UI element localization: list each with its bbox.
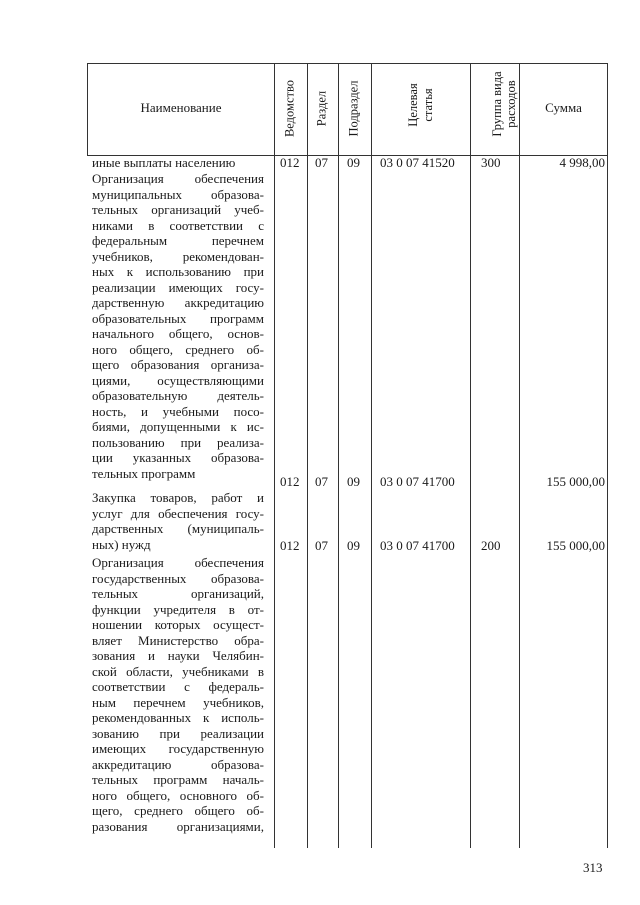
row-3-group: 200 xyxy=(481,538,501,553)
header-sum: Сумма xyxy=(545,100,582,115)
header-target: Целевая статья xyxy=(406,83,435,127)
row-2-name-line: ного общего, среднего об- xyxy=(92,341,264,357)
row-3-dept: 012 xyxy=(280,538,300,553)
row-2-name-line: дарственную аккредитацию xyxy=(92,295,264,310)
row-4-name-line: тельных организаций, xyxy=(92,586,264,601)
row-2-name-line: ции указанных образова- xyxy=(92,450,264,465)
row-3-name-line: услуг для обеспечения госу- xyxy=(92,505,264,521)
row-2-name-line: ных к использованию при xyxy=(92,264,264,279)
row-4-name-line: щего, среднего общего об- xyxy=(92,803,264,818)
row-2-name-line: ность, и учебными посо- xyxy=(92,403,264,419)
row-4-name-line: вляет Министерство обра- xyxy=(92,632,264,648)
col-border-group xyxy=(519,63,520,848)
row-4-name xyxy=(92,555,264,834)
row-3-section: 07 xyxy=(315,538,328,553)
row-4-name-line: ного общего, основного об- xyxy=(92,787,264,803)
row-1-sum: 4 998,00 xyxy=(559,155,605,170)
row-2-name-line: реализации имеющих госу- xyxy=(92,279,264,295)
header-group: Группа вида расходов xyxy=(490,71,518,137)
row-4-name-line: ношении которых осущест- xyxy=(92,617,264,632)
row-1-name-line: иные выплаты населению xyxy=(92,155,236,170)
row-4-name-line: соответствии с федераль- xyxy=(92,679,264,694)
row-3-name-line: ных) нужд xyxy=(92,536,151,552)
row-4-name-line: рекомендованных к исполь- xyxy=(92,710,264,725)
row-2-dept: 012 xyxy=(280,474,300,489)
row-2-target: 03 0 07 41700 xyxy=(380,474,455,489)
col-border-subsection xyxy=(371,63,372,848)
col-border-name xyxy=(274,63,275,848)
col-border-dept xyxy=(307,63,308,848)
row-4-name-line: зования и науки Челябин- xyxy=(92,648,264,663)
row-2-name-line: тельных организаций учеб- xyxy=(92,202,264,217)
header-dept: Ведомство xyxy=(282,79,297,138)
row-1-group: 300 xyxy=(481,155,501,170)
col-border-right xyxy=(607,63,608,848)
row-2-name-line: образовательную деятель- xyxy=(92,388,264,403)
row-2-name-line: Организация обеспечения xyxy=(92,171,264,186)
row-2-name-line: никами в соответствии с xyxy=(92,217,264,233)
row-2-name-line: образовательных программ xyxy=(92,310,264,326)
row-4-name-line: государственных образова- xyxy=(92,570,264,586)
row-1-name xyxy=(92,155,264,171)
row-2-sum: 155 000,00 xyxy=(546,474,605,489)
row-2-name-line: циями, осуществляющими xyxy=(92,372,264,388)
row-2-name-line: тельных программ xyxy=(92,465,196,481)
row-2-name-line: учебников, рекомендован- xyxy=(92,248,264,264)
row-3-target: 03 0 07 41700 xyxy=(380,538,455,553)
col-border-target xyxy=(470,63,471,848)
row-4-name-line: имеющих государственную xyxy=(92,741,264,756)
col-border-section xyxy=(338,63,339,848)
row-3-name-line: Закупка товаров, работ и xyxy=(92,490,264,505)
row-2-name-line: начального общего, основ- xyxy=(92,326,264,341)
row-3-sum: 155 000,00 xyxy=(546,538,605,553)
row-4-name-line: Организация обеспечения xyxy=(92,555,264,570)
row-2-name xyxy=(92,171,264,481)
row-2-name-line: щего образования организа- xyxy=(92,357,264,372)
row-1-target: 03 0 07 41520 xyxy=(380,155,455,170)
row-1-section: 07 xyxy=(315,155,328,170)
row-3-name-line: дарственных (муниципаль- xyxy=(92,521,264,536)
row-2-name-line: биями, допущенными к ис- xyxy=(92,419,264,434)
row-3-subsection: 09 xyxy=(347,538,360,553)
row-4-name-line: разования организациями, xyxy=(92,818,264,834)
row-4-name-line: зованию при реализации xyxy=(92,725,264,741)
page-number: 313 xyxy=(583,860,603,875)
row-2-name-line: пользованию при реализа- xyxy=(92,434,264,450)
row-3-name xyxy=(92,490,264,552)
row-2-name-line: муниципальных образова- xyxy=(92,186,264,202)
row-4-name-line: ской области, учебниками в xyxy=(92,663,264,679)
row-4-name-line: аккредитацию образова- xyxy=(92,756,264,772)
row-4-name-line: функции учредителя в от- xyxy=(92,601,264,617)
row-2-name-line: федеральным перечнем xyxy=(92,233,264,248)
row-2-section: 07 xyxy=(315,474,328,489)
header-subsection: Подраздел xyxy=(346,80,361,137)
row-4-name-line: тельных программ началь- xyxy=(92,772,264,787)
row-1-dept: 012 xyxy=(280,155,300,170)
row-4-name-line: ным перечнем учебников, xyxy=(92,694,264,710)
row-2-subsection: 09 xyxy=(347,474,360,489)
header-section: Раздел xyxy=(314,90,329,127)
header-name: Наименование xyxy=(140,100,222,115)
row-1-subsection: 09 xyxy=(347,155,360,170)
